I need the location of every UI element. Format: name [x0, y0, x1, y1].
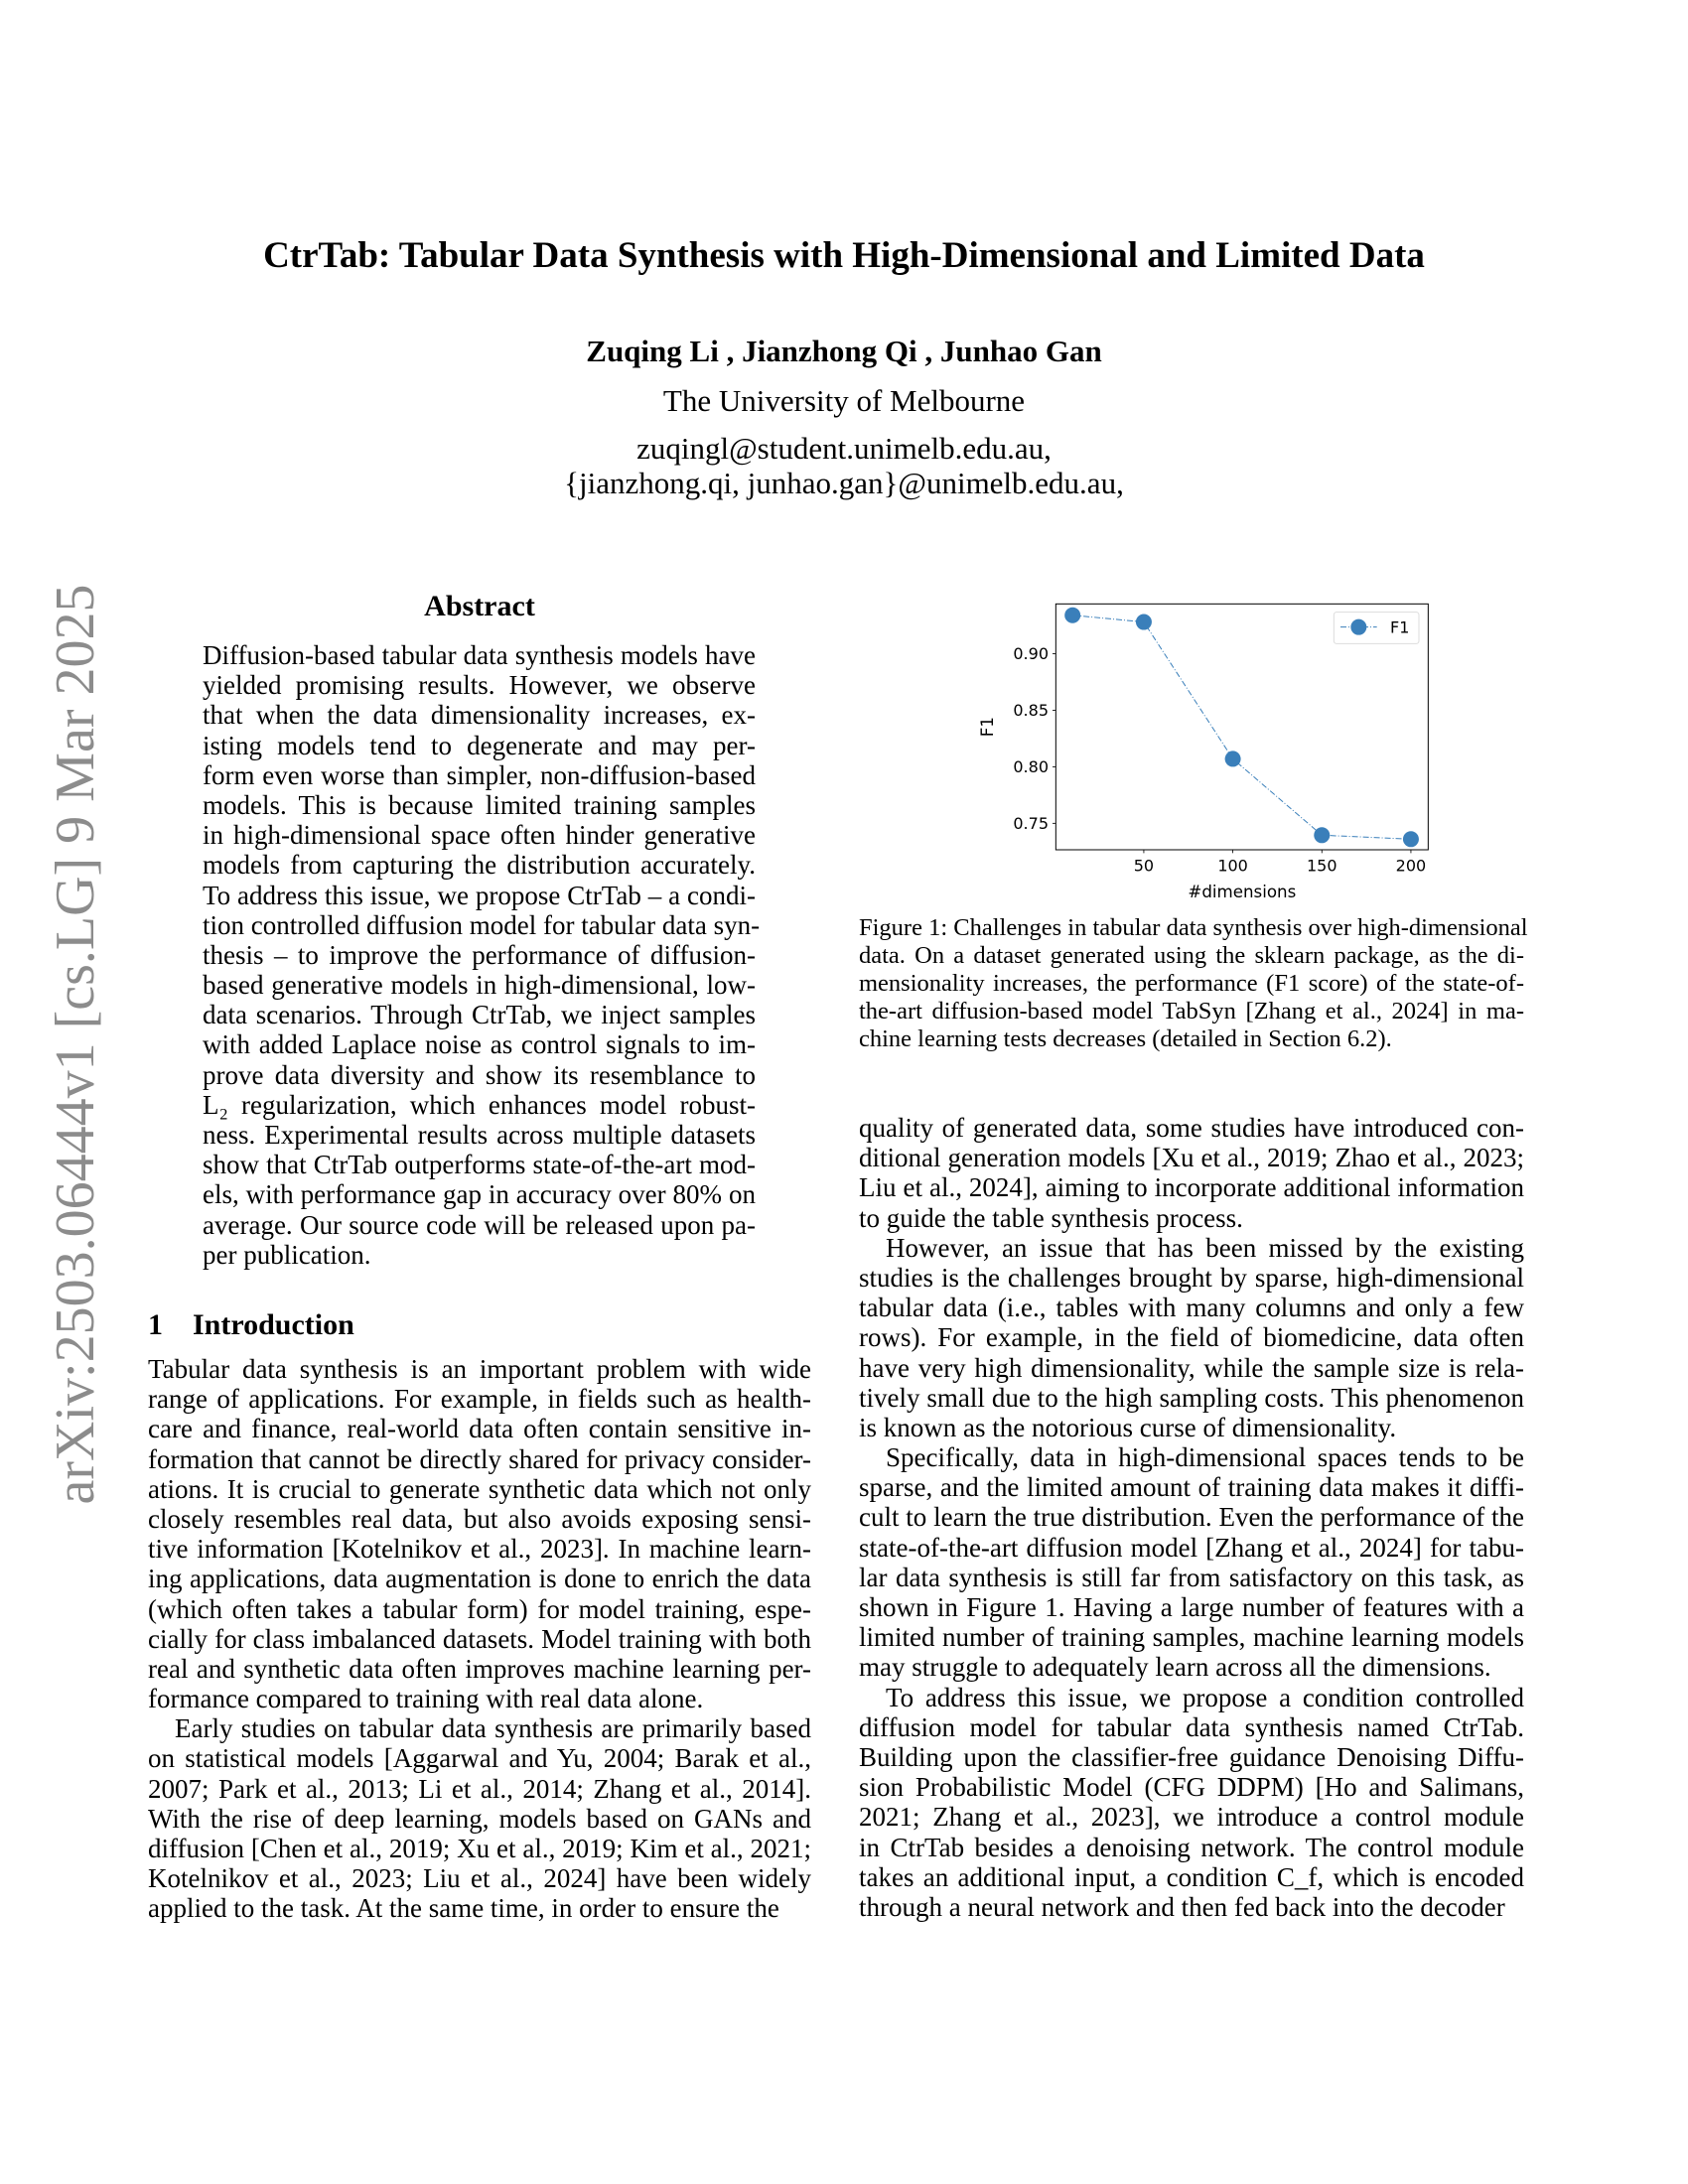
text-line: tively small due to the high sampling costs. This phenomenon — [859, 1382, 1524, 1413]
text-line: ness. Experimental results across multiple datasets — [203, 1120, 756, 1150]
text-line: diffusion model for tabular data synthesis named CtrTab. — [859, 1711, 1524, 1742]
text-line: models. This is because limited training samples — [203, 789, 756, 820]
text-line: formance compared to training with real data alone. — [148, 1684, 704, 1714]
text-line: (which often takes a tabular form) for model training, espe- — [148, 1593, 811, 1624]
emails — [0, 431, 1688, 500]
text-line: studies is the challenges brought by sparse, high-dimensional — [859, 1262, 1524, 1293]
data-point — [1064, 608, 1080, 623]
authors: Zuqing Li , Jianzhong Qi , Junhao Gan — [586, 334, 1102, 368]
x-axis-label: #dimensions — [1188, 883, 1297, 901]
text-line: yielded promising results. However, we observe — [203, 670, 756, 701]
text-line: Specifically, data in high-dimensional spaces tends to be — [886, 1442, 1524, 1473]
data-point — [1136, 614, 1152, 630]
text-line: data scenarios. Through CtrTab, we inject samples — [203, 1000, 756, 1030]
text-line: data. On a dataset generated using the sklearn package, as the di- — [859, 942, 1524, 969]
x-tick-label: 200 — [1395, 856, 1427, 876]
text-line: models from capturing the distribution accurately. — [203, 850, 756, 881]
text-line: limited number of training samples, machine learning models — [859, 1622, 1524, 1653]
data-point — [1403, 831, 1419, 847]
text-line: care and finance, real-world data often contain sensitive in- — [148, 1414, 811, 1444]
text-line: with added Laplace noise as control signals to im- — [203, 1029, 756, 1060]
email-line: zuqingl@student.unimelb.edu.au, — [636, 431, 1052, 466]
y-tick-label: 0.75 — [1013, 814, 1049, 834]
text-line: in CtrTab besides a denoising network. The control module — [859, 1832, 1524, 1862]
legend-marker — [1350, 619, 1366, 635]
x-tick-label: 100 — [1217, 856, 1248, 876]
legend-label: F1 — [1390, 617, 1410, 637]
text-line: is known as the notorious curse of dimensionality. — [859, 1412, 1397, 1442]
arxiv-stamp: arXiv:2503.06444v1 [cs.LG] 9 Mar 2025 — [45, 584, 106, 1505]
paper-title: CtrTab: Tabular Data Synthesis with High-Dimensional and Limited Data — [263, 235, 1425, 276]
text-line: sparse, and the limited amount of training data makes it diffi- — [859, 1472, 1524, 1503]
figure-caption — [859, 914, 1528, 1053]
text-line: sion Probabilistic Model (CFG DDPM) [Ho and Salimans, — [859, 1772, 1524, 1803]
text-line: to guide the table synthesis process. — [859, 1202, 1243, 1233]
abstract-heading: Abstract — [424, 590, 535, 622]
text-line: Liu et al., 2024], aiming to incorporate additional information — [859, 1172, 1524, 1203]
y-axis-label: F1 — [978, 717, 997, 738]
text-line: in high-dimensional space often hinder generative — [203, 820, 756, 851]
text-line: takes an additional input, a condition C_f, which is encoded — [859, 1861, 1524, 1892]
right-column-body — [859, 1113, 1524, 1922]
text-line: With the rise of deep learning, models based on GANs and — [148, 1803, 811, 1834]
y-tick-label: 0.90 — [1013, 644, 1049, 664]
text-line: thesis – to improve the performance of diffusion- — [203, 939, 756, 970]
text-line: 2007; Park et al., 2013; Li et al., 2014; Zhang et al., 2014]. — [148, 1773, 811, 1804]
text-line: state-of-the-art diffusion model [Zhang et al., 2024] for tabu- — [859, 1532, 1524, 1563]
text-line: However, an issue that has been missed by the existing — [886, 1232, 1524, 1263]
text-line: L₂ regularization, which enhances model robust- — [203, 1089, 756, 1120]
text-line: closely resembles real data, but also avoids exposing sensi- — [148, 1503, 811, 1534]
text-line: the-art diffusion-based model TabSyn [Zhang et al., 2024] in ma- — [859, 998, 1524, 1024]
text-line: range of applications. For example, in fields such as health- — [148, 1384, 811, 1415]
series-line-f1 — [1072, 615, 1411, 840]
x-tick-label: 50 — [1133, 856, 1155, 876]
text-line: ing applications, data augmentation is done to enrich the data — [148, 1564, 811, 1594]
text-line: 2021; Zhang et al., 2023], we introduce a control module — [859, 1802, 1524, 1833]
text-line: real and synthetic data often improves machine learning per- — [148, 1653, 811, 1684]
introduction-body — [148, 1354, 811, 1924]
text-line: cult to learn the true distribution. Even the performance of the — [859, 1502, 1524, 1533]
text-line: tion controlled diffusion model for tabular data syn- — [203, 909, 761, 940]
text-line: Building upon the classifier-free guidance Denoising Diffu- — [859, 1741, 1524, 1772]
text-line: prove data diversity and show its resemblance to — [203, 1059, 756, 1090]
y-tick-label: 0.85 — [1013, 701, 1049, 721]
text-line: through a neural network and then fed back into the decoder — [859, 1891, 1505, 1922]
y-tick-label: 0.80 — [1013, 757, 1049, 777]
x-tick-label: 150 — [1306, 856, 1337, 876]
text-line: lar data synthesis is still far from satisfactory on this task, as — [859, 1562, 1524, 1592]
text-line: tabular data (i.e., tables with many columns and only a few — [859, 1293, 1524, 1323]
text-line: applied to the task. At the same time, in order to ensure the — [148, 1893, 779, 1924]
text-line: ditional generation models [Xu et al., 2019; Zhao et al., 2023; — [859, 1143, 1524, 1173]
text-line: cially for class imbalanced datasets. Model training with both — [148, 1623, 811, 1654]
text-line: on statistical models [Aggarwal and Yu, 2004; Barak et al., — [148, 1743, 811, 1774]
text-line: per publication. — [203, 1239, 371, 1270]
text-line: quality of generated data, some studies have introduced con- — [859, 1113, 1524, 1143]
text-line: form even worse than simpler, non-diffusion-based — [203, 759, 756, 790]
text-line: tive information [Kotelnikov et al., 2023]. In machine learn- — [148, 1534, 811, 1565]
text-line: Tabular data synthesis is an important problem with wide — [148, 1354, 811, 1384]
text-line: may struggle to adequately learn across all the dimensions. — [859, 1652, 1491, 1683]
text-line: diffusion [Chen et al., 2019; Xu et al., 2019; Kim et al., 2021; — [148, 1834, 811, 1863]
text-line: have very high dimensionality, while the sample size is rela- — [859, 1352, 1524, 1383]
email-line: {jianzhong.qi, junhao.gan}@unimelb.edu.au, — [564, 466, 1124, 500]
section-heading-introduction: 1 Introduction — [148, 1308, 354, 1341]
data-point — [1225, 751, 1241, 766]
text-line: els, with performance gap in accuracy over 80% on — [203, 1179, 756, 1210]
text-line: ations. It is crucial to generate synthetic data which not only — [148, 1473, 811, 1504]
abstract-body — [203, 640, 761, 1270]
text-line: based generative models in high-dimensional, low- — [203, 970, 756, 1001]
text-line: Early studies on tabular data synthesis are primarily based — [175, 1713, 811, 1744]
text-line: that when the data dimensionality increases, ex- — [203, 700, 756, 731]
text-line: chine learning tests decreases (detailed in Section 6.2). — [859, 1025, 1392, 1052]
text-line: rows). For example, in the field of biomedicine, data often — [859, 1322, 1524, 1353]
text-line: show that CtrTab outperforms state-of-the-art mod- — [203, 1150, 756, 1180]
text-line: To address this issue, we propose CtrTab – a condi- — [203, 880, 756, 910]
text-line: Diffusion-based tabular data synthesis models have — [203, 640, 756, 670]
text-line: average. Our source code will be released upon pa- — [203, 1209, 756, 1240]
text-line: shown in Figure 1. Having a large number of features with a — [859, 1592, 1524, 1622]
text-line: To address this issue, we propose a condition controlled — [886, 1682, 1524, 1712]
text-line: mensionality increases, the performance (F1 score) of the state-of- — [859, 970, 1524, 997]
f1-chart — [943, 576, 1440, 903]
data-point — [1314, 827, 1330, 843]
text-line: formation that cannot be directly shared for privacy consider- — [148, 1443, 811, 1474]
affiliation: The University of Melbourne — [662, 383, 1026, 418]
text-line: Figure 1: Challenges in tabular data synthesis over high-dimensional — [859, 914, 1528, 941]
text-line: isting models tend to degenerate and may per- — [203, 730, 756, 760]
text-line: Kotelnikov et al., 2023; Liu et al., 2024] have been widely — [148, 1863, 811, 1894]
